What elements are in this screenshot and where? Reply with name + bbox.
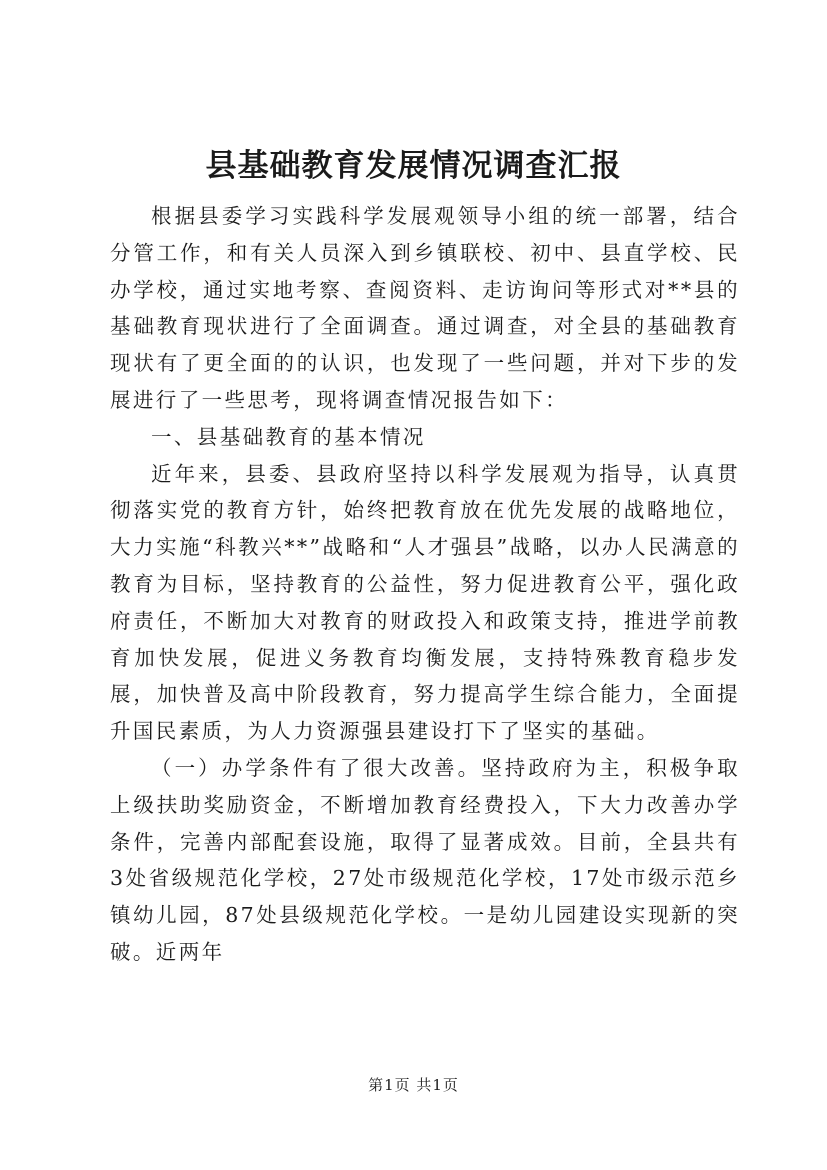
conditions-paragraph: （一）办学条件有了很大改善。坚持政府为主，积极争取上级扶助奖励资金，不断增加教育经费投入，下大力改善办学条件，完善内部配套设施，取得了显著成效。目前，全县共有3处省级规范化学校，27处市级规范化学校，17处市级示范乡镇幼儿园，87处县级规范化学校。一是幼儿园建设实现新的突破。近两年 <box>110 755 740 964</box>
document-title: 县基础教育发展情况调查汇报 <box>205 148 622 184</box>
intro-paragraph: 根据县委学习实践科学发展观领导小组的统一部署，结合分管工作，和有关人员深入到乡镇联校、初中、县直学校、民办学校，通过实地考察、查阅资料、走访询问等形式对**县的基础教育现状进行了全面调查。通过调查，对全县的基础教育现状有了更全面的的认识，也发现了一些问题，并对下步的发展进行了一些思考，现将调查情况报告如下： <box>110 204 740 412</box>
overview-paragraph: 近年来，县委、县政府坚持以科学发展观为指导，认真贯彻落实党的教育方针，始终把教育放在优先发展的战略地位，大力实施“科教兴**”战略和“人才强县”战略，以办人民满意的教育为目标，坚持教育的公益性，努力促进教育公平，强化政府责任，不断加大对教育的财政投入和政策支持，推进学前教育加快发展，促进义务教育均衡发展，支持特殊教育稳步发展，加快普及高中阶段教育，努力提高学生综合能力，全面提升国民素质，为人力资源强县建设打下了坚实的基础。 <box>110 461 740 744</box>
page-footer: 第1页 共1页 <box>368 1076 459 1094</box>
document-body <box>110 198 740 971</box>
section-heading: 一、县基础教育的基本情况 <box>151 424 426 449</box>
